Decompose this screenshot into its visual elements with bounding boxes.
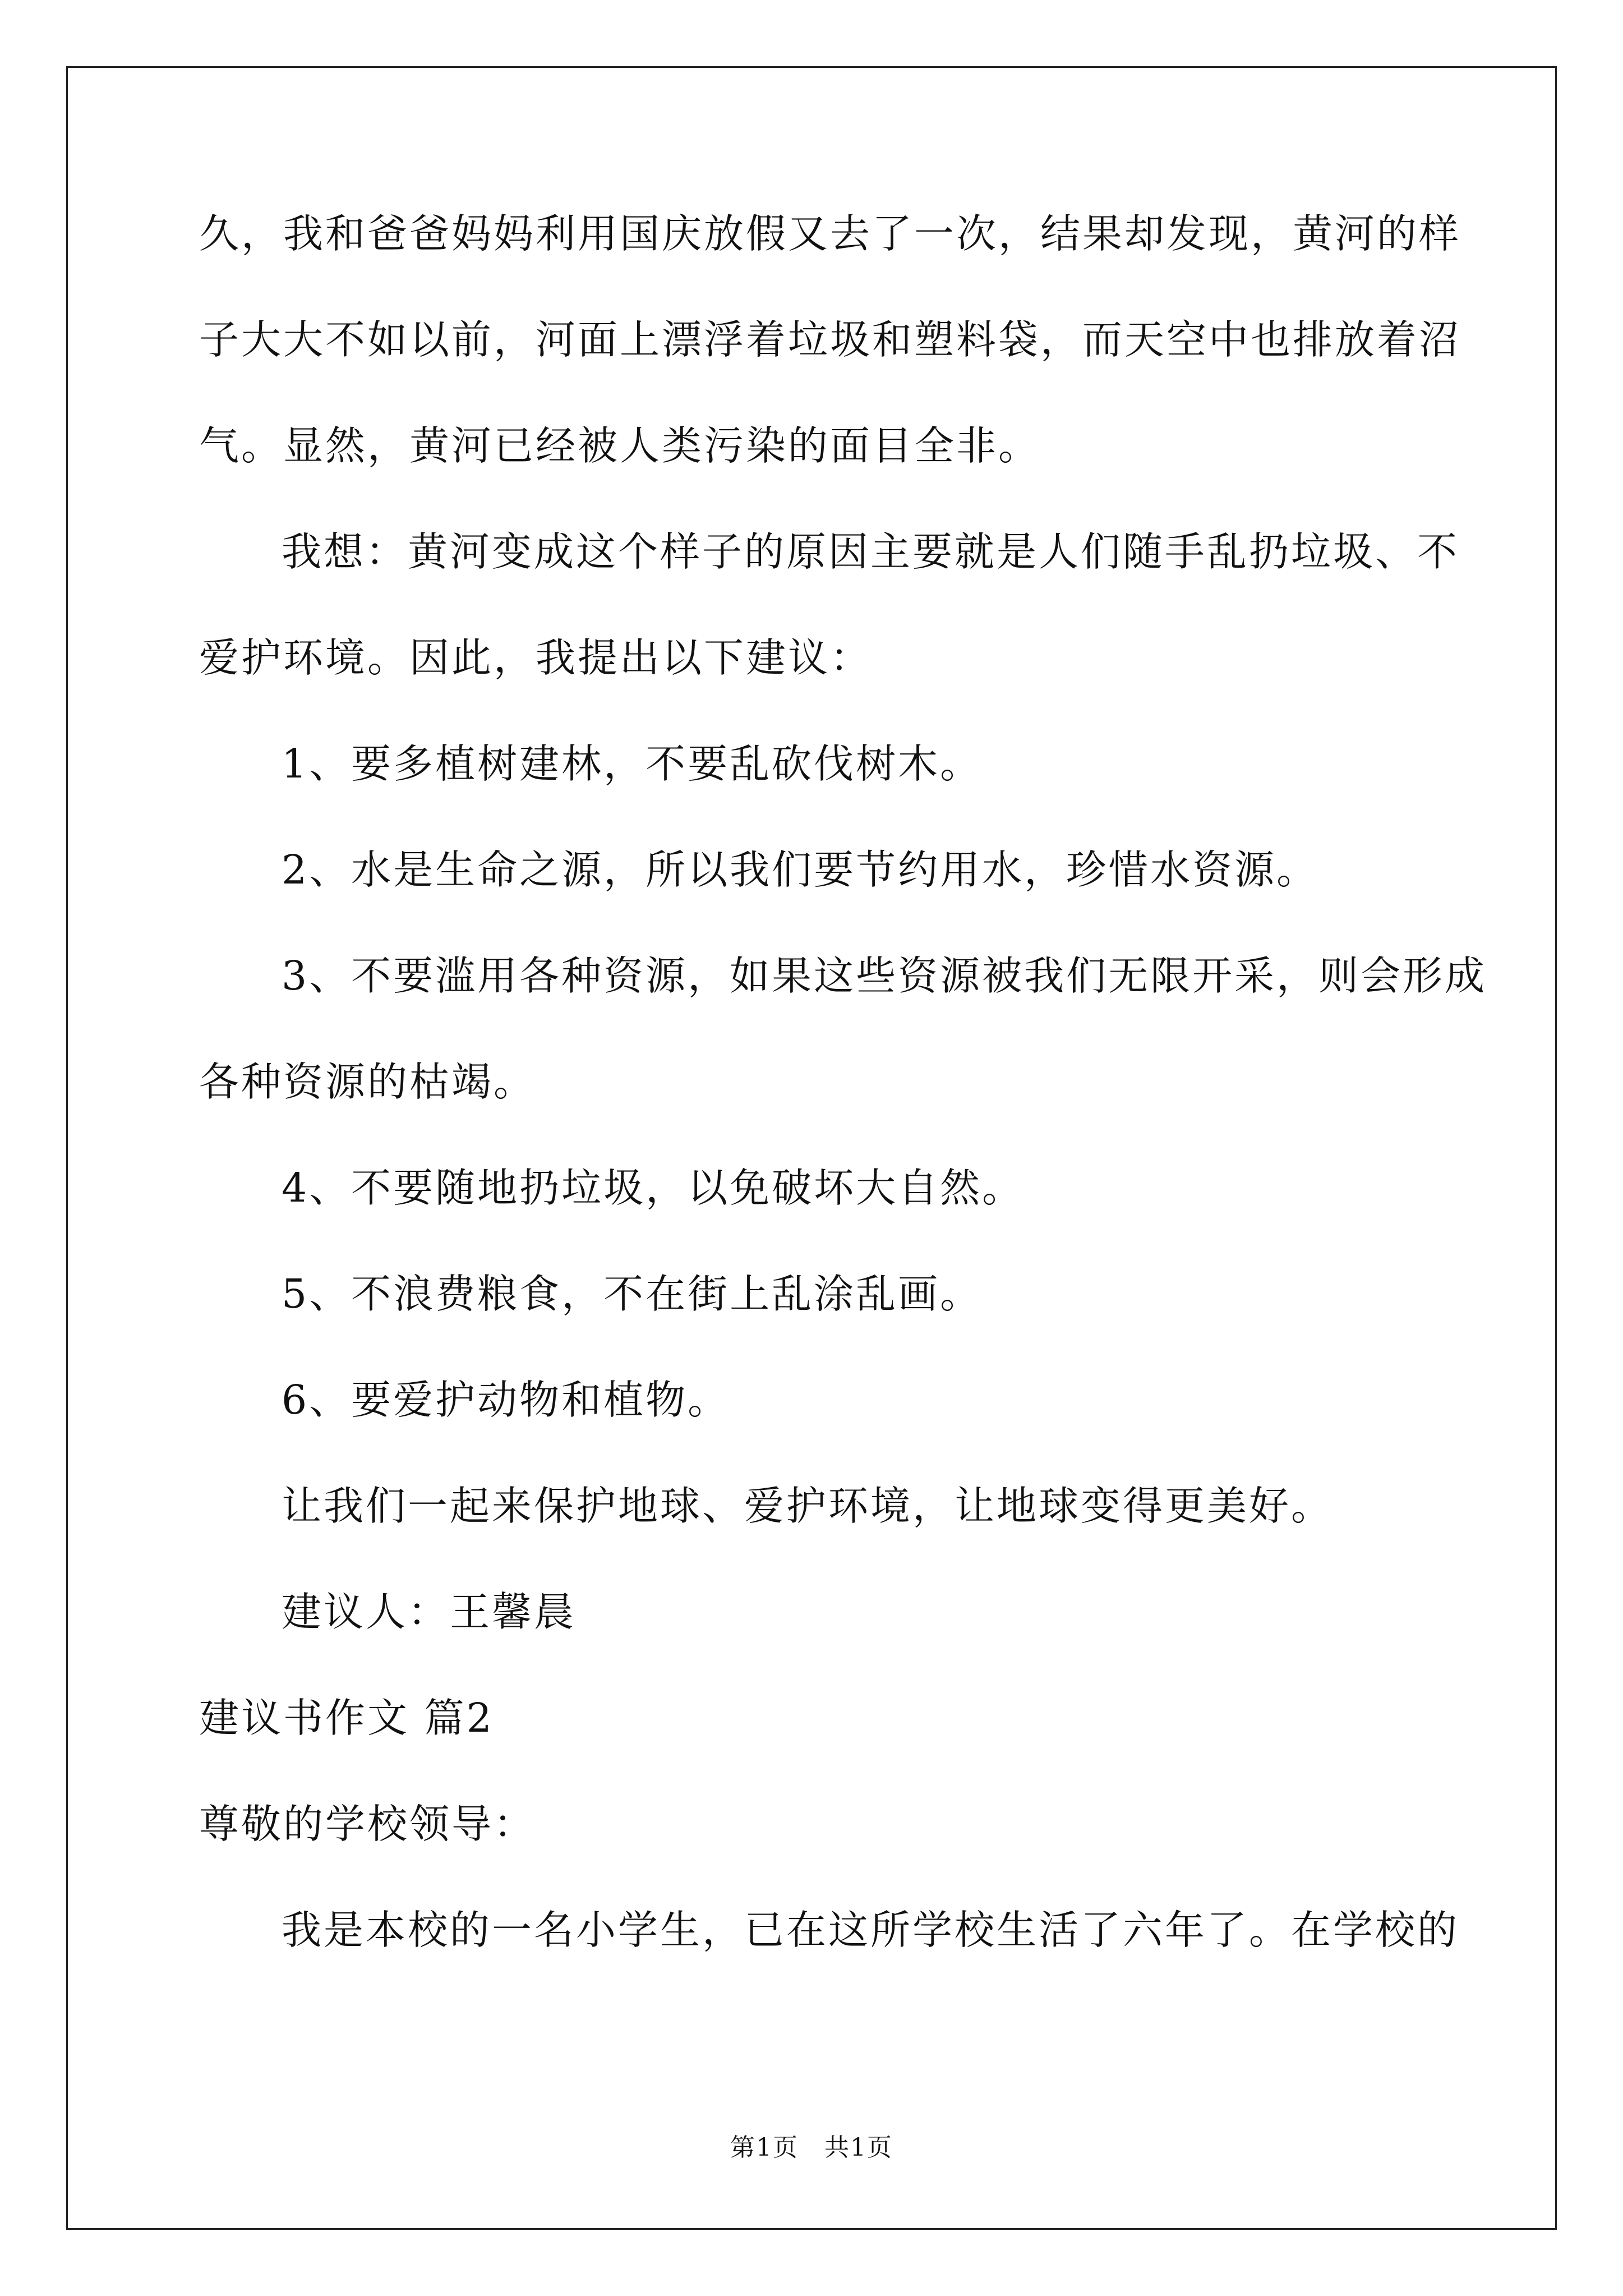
body-line: 我是本校的一名小学生，已在这所学校生活了六年了。在学校的: [282, 1907, 1460, 1953]
suggestion-item-2: 2、水是生命之源，所以我们要节约用水，珍惜水资源。: [282, 846, 1319, 893]
body-line: 爱护环境。因此，我提出以下建议：: [199, 634, 873, 681]
body-line: 各种资源的枯竭。: [199, 1059, 536, 1105]
suggestion-item-6: 6、要爱护动物和植物。: [282, 1377, 730, 1423]
closing-line: 让我们一起来保护地球、爱护环境，让地球变得更美好。: [282, 1483, 1334, 1529]
body-line: 气。显然，黄河已经被人类污染的面目全非。: [199, 422, 1041, 469]
document-body: [199, 208, 1487, 2010]
suggestion-item-5: 5、不浪费粮食，不在街上乱涂乱画。: [282, 1271, 983, 1317]
body-line: 我想：黄河变成这个样子的原因主要就是人们随手乱扔垃圾、不: [282, 528, 1460, 575]
page-footer: 第1页 共1页: [730, 2133, 893, 2162]
body-line: 子大大不如以前，河面上漂浮着垃圾和塑料袋，而天空中也排放着沼: [199, 316, 1461, 363]
section-heading: 建议书作文 篇2: [199, 1695, 494, 1741]
suggestion-item-3: 3、不要滥用各种资源，如果这些资源被我们无限开采，则会形成: [282, 953, 1487, 999]
suggestion-item-1: 1、要多植树建林，不要乱砍伐树木。: [282, 740, 983, 787]
suggestion-item-4: 4、不要随地扔垃圾，以免破坏大自然。: [282, 1165, 1025, 1211]
salutation: 尊敬的学校领导：: [199, 1801, 536, 1847]
signature-line: 建议人：王馨晨: [282, 1589, 577, 1635]
body-line: 久，我和爸爸妈妈利用国庆放假又去了一次，结果却发现，黄河的样: [199, 210, 1461, 257]
